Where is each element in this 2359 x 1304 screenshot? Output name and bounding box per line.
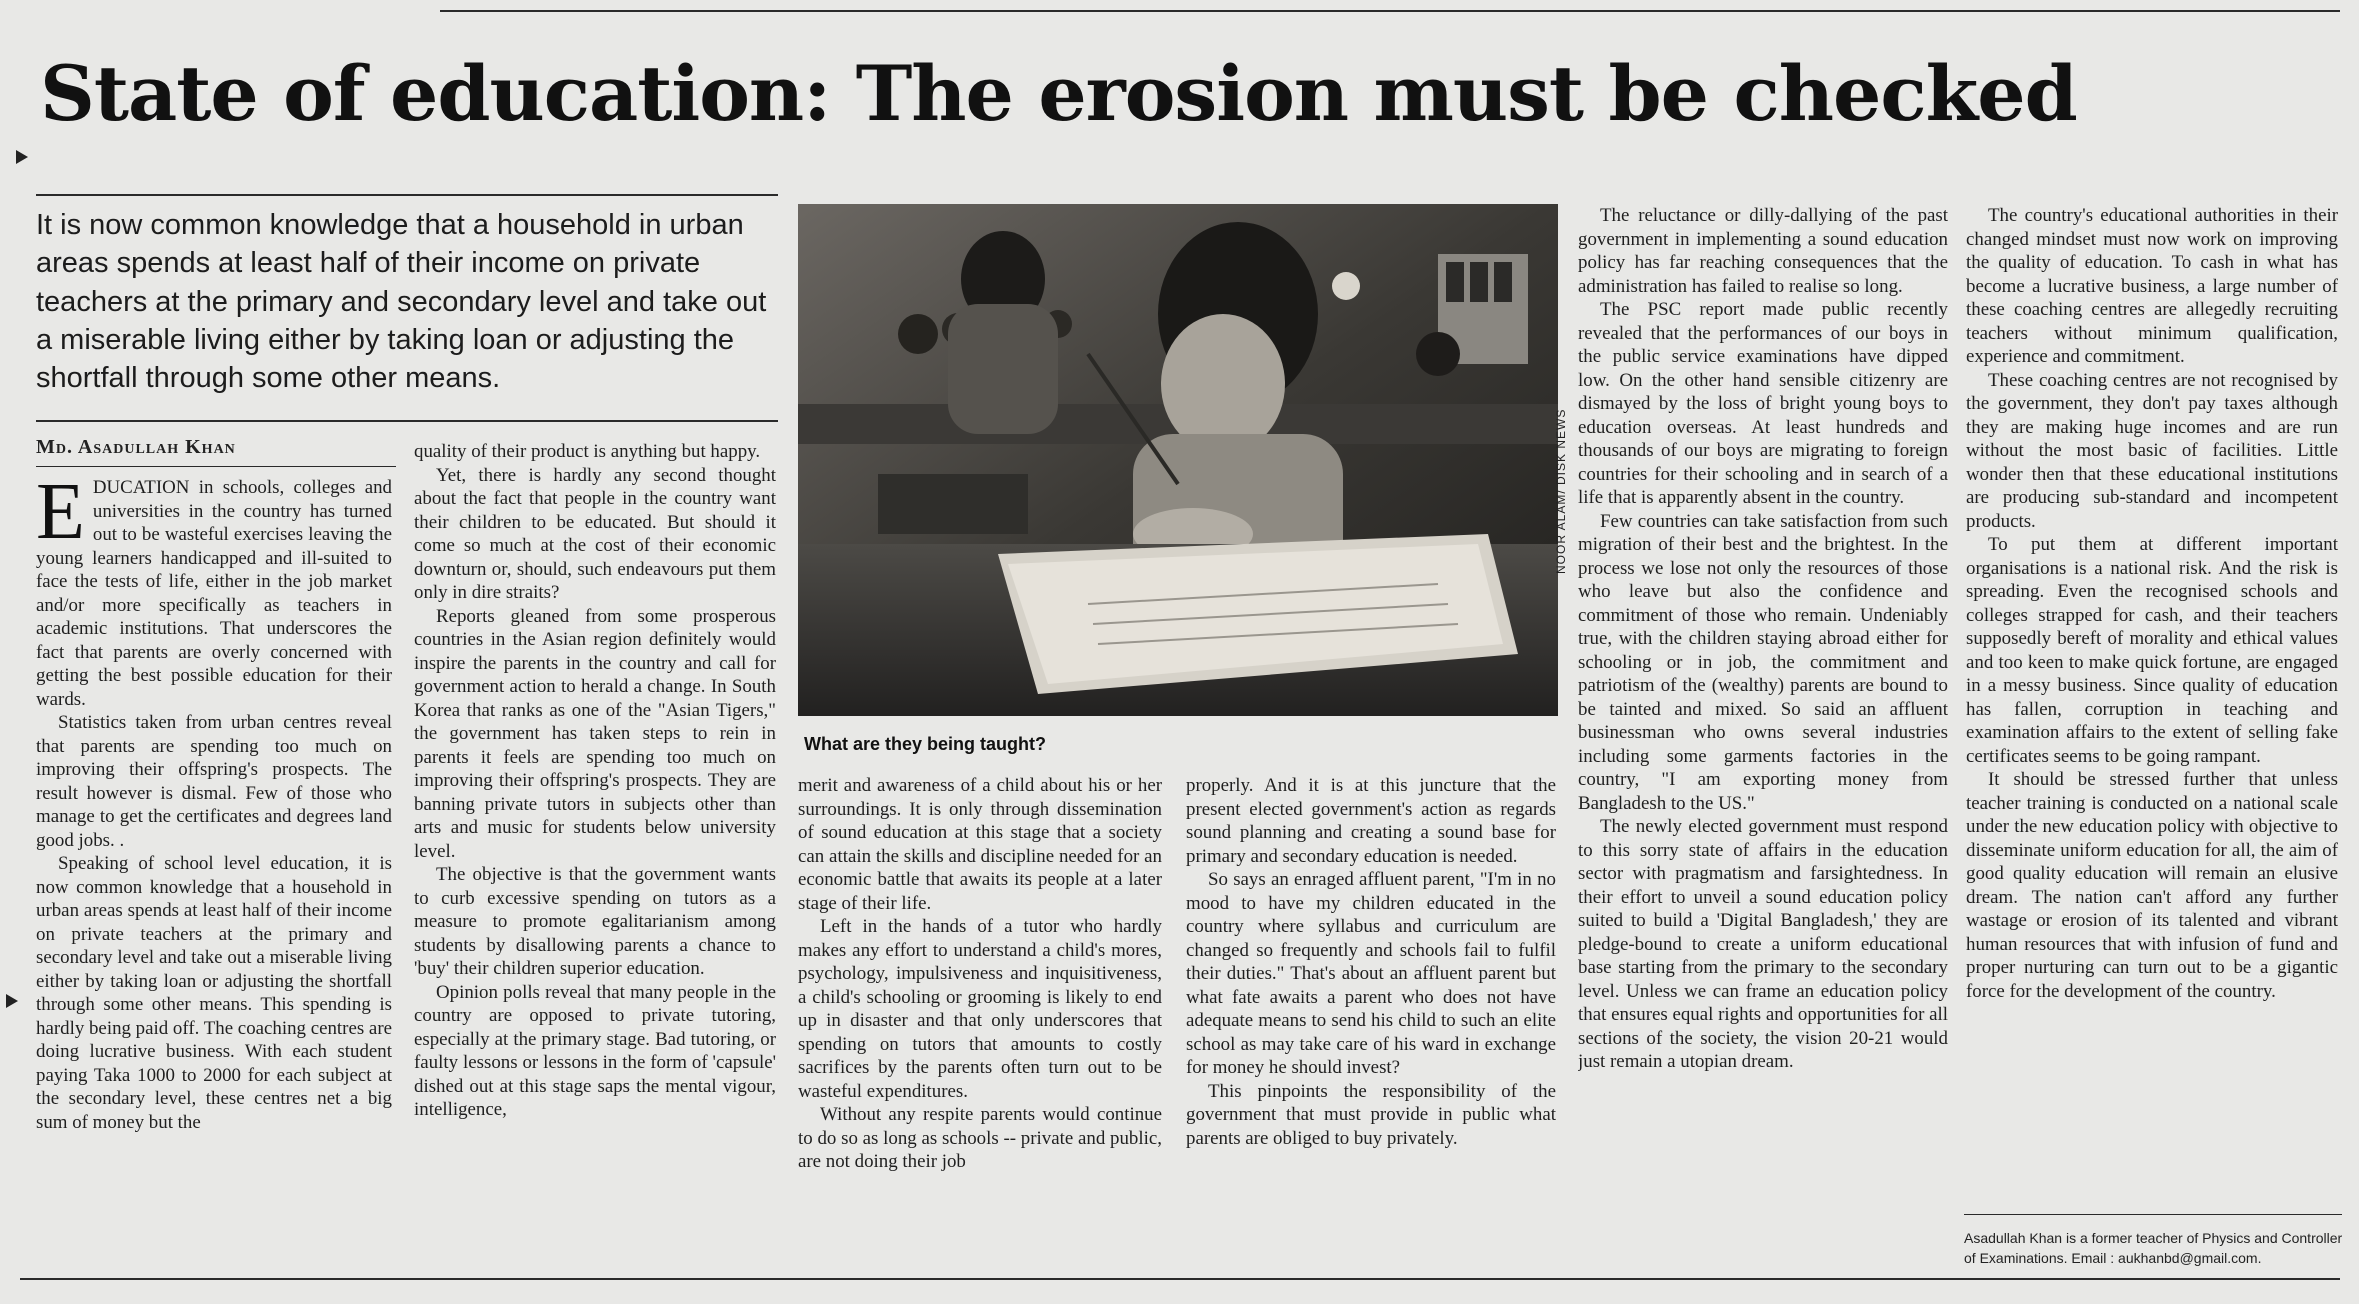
column-6-paragraph-2: These coaching centres are not recognised by the government, they don't pay taxes although they are making huge incomes and are run without the most basic of facilities. Little wonder then that these educational institutions are producing sub-standard and incompetent products. — [1966, 369, 2338, 532]
column-3-paragraph-2: Left in the hands of a tutor who hardly makes any effort to understand a child's mores, psychology, impulsiveness and inquisitiveness, a child's schooling or grooming is likely to end up in disaster and that only underscores that spending on tutors that amounts to costly sacrifices by the parents often turn out to be wasteful expenditures. — [798, 916, 1162, 1102]
photo-caption: What are they being taught? — [804, 734, 1047, 754]
column-6-paragraph-1: The country's educational authorities in their changed mindset must now work on improving the quality of education. To cash in what has become a lucrative business, a large number of these coaching centres are allegedly recruiting teachers without minimum qualification, experience and commitment. — [1966, 205, 2338, 367]
article-column-6 — [1966, 204, 2338, 1204]
byline-rule — [36, 466, 396, 467]
column-2-paragraph-4: The objective is that the government wants to curb excessive spending on tutors as a measure to promote egalitarianism among students by disallowing parents a chance to 'buy' their children superior education. — [414, 864, 776, 979]
author-bio: Asadullah Khan is a former teacher of Physics and Controller of Examinations. Email : aukhanbd@gmail.com. — [1964, 1230, 2343, 1266]
column-2-paragraph-3: Reports gleaned from some prosperous countries in the Asian region definitely would inspire the parents in the country and call for government action to herald a change. In South Korea that ranks as one of the "Asian Tigers," the government has taken steps to rein in parents it feels are spending too much on improving their offspring's prospects. They are banning private tutors in subjects other than arts and music for students below university level. — [414, 605, 776, 862]
top-page-rule — [440, 10, 2340, 12]
intro-top-rule — [36, 194, 778, 196]
column-2-paragraph-2: Yet, there is hardly any second thought about the fact that people in the country want their children to be educated. But should it come so much at the cost of their economic downturn or, should, such endeavours put them only in dire straits? — [414, 464, 776, 603]
column-4-paragraph-1: properly. And it is at this juncture that the present elected government's action as regards sound planning and creating a sound base for primary and secondary education is needed. — [1186, 775, 1556, 867]
column-1-paragraph-1-text: DUCATION in schools, colleges and universities in the country has turned out to be wasteful exercises leaving the young learners handicapped and ill-suited to face the tests of life, either in the job market and/or more specifically as teachers in academic institutions. That underscores the fact that parents are overly concerned with getting the best possible education for their wards. — [36, 477, 392, 710]
headline: State of education: The erosion must be checked — [40, 49, 2077, 138]
bio-rule — [1964, 1214, 2342, 1215]
column-1-paragraph-2: Statistics taken from urban centres reveal that parents are spending too much on improving their offspring's prospects. The result however is dismal. Few of those who manage to get the certificates and degrees land good jobs. . — [36, 712, 392, 851]
intro-bottom-rule — [36, 420, 778, 422]
article-column-3 — [798, 774, 1162, 1254]
margin-mark-middle — [6, 994, 18, 1008]
column-5-paragraph-1: The reluctance or dilly-dallying of the past government in implementing a sound education policy has far reaching consequences that the administration has failed to realise so long. — [1578, 205, 1948, 297]
column-5-paragraph-3: Few countries can take satisfaction from such migration of their best and the brightest. In the process we lose not only the resources of those who leave but also the confidence and commitment of those who remain. Undeniably true, with the children staying abroad either for schooling or in job, the commitment and patriotism of the (wealthy) parents are bound to be tainted and mixed. So said an affluent businessman who owns several industries including some garments factories in the country, "I am exporting money from Bangladesh to the US." — [1578, 510, 1948, 814]
column-4-paragraph-3: This pinpoints the responsibility of the government that must provide in public what parents are obliged to buy privately. — [1186, 1080, 1556, 1149]
article-column-5 — [1578, 204, 1948, 1264]
column-6-paragraph-3: To put them at different important organisations is a national risk. And the risk is spreading. Even the recognised schools and colleges strapped for cash, and their teachers supposedly bereft of morality and ethical values and too keen to make quick fortune, are engaged in a messy business. Since quality of education has fallen, corruption in teaching and examination affairs to the extent of selling fake certificates seems to be going rampant. — [1966, 534, 2338, 767]
article-column-4 — [1186, 774, 1556, 1254]
article-column-2 — [414, 440, 776, 1240]
column-3-paragraph-3: Without any respite parents would continue to do so as long as schools -- private and public, are not doing their job — [798, 1104, 1162, 1172]
classroom-photo — [798, 204, 1558, 716]
column-6-paragraph-4: It should be stressed further that unless teacher training is conducted on a national scale under the new education policy with objective to disseminate uniform education for all, the aim of good quality education will remain an elusive dream. The nation can't afford any further wastage or erosion of its talented and vibrant human resources that with infusion of fund and proper nurturing can turn out to be a gigantic force for the development of the country. — [1966, 769, 2338, 1002]
classroom-photo-image — [798, 204, 1558, 716]
dropcap-letter: E — [36, 476, 85, 556]
bottom-page-rule — [20, 1278, 2340, 1280]
column-5-paragraph-2: The PSC report made public recently revealed that the performances of our boys in the public service examinations have dipped low. On the other hand sensible citizenry are dismayed by the loss of bright young boys to education overseas. At least hundreds and thousands of our boys are migrating to foreign countries for their schooling and in search of a life that is apparently absent in the country. — [1578, 299, 1948, 508]
column-2-paragraph-1: quality of their product is anything but happy. — [414, 441, 761, 462]
column-4-paragraph-2: So says an enraged affluent parent, "I'm in no mood to have my children educated in the country where syllabus and curriculum are changed so frequently and schools fail to fulfil their duties." That's about an affluent parent but what fate awaits a parent who does not have adequate means to send his child to such an elite school as may take care of his ward in exchange for money he should invest? — [1186, 869, 1556, 1078]
column-1-paragraph-1 — [36, 476, 392, 711]
column-1-paragraph-3: Speaking of school level education, it is now common knowledge that a household in urban areas spends at least half of their income on private teachers at the primary and secondary level and take out a miserable living either by taking loan or adjusting the shortfall through some other means. This spending is hardly being paid off. The coaching centres are doing lucrative business. With each student paying Taka 1000 to 2000 for each subject at the secondary level, these centres net a big sum of money but the — [36, 853, 392, 1133]
column-5-paragraph-4: The newly elected government must respond to this sorry state of affairs in the education sector with pragmatism and farsightedness. In their effort to unveil a sound education policy suited to build a 'Digital Bangladesh,' they are pledge-bound to create a uniform educational base starting from the primary to the secondary level. Unless we can frame an education policy that ensures equal rights and opportunities for all sections of the society, the vision 20-21 would just remain a utopian dream. — [1578, 816, 1948, 1072]
photo-credit: NOOR ALAM/ DISK NEWS — [1554, 408, 1568, 574]
column-3-paragraph-1: merit and awareness of a child about his or her surroundings. It is only through dissemination of sound education at this stage that a society can attain the skills and discipline needed for an economic battle that awaits its people at a later stage of their life. — [798, 775, 1162, 914]
byline: Md. Asadullah Khan — [36, 436, 236, 458]
article-column-1 — [36, 476, 392, 1236]
column-2-paragraph-5: Opinion polls reveal that many people in the country are opposed to private tutoring, especially at the primary stage. Bad tutoring, or faulty lessons or lessons in the form of 'capsule' dished out at this stage saps the mental vigour, intelligence, — [414, 981, 776, 1120]
margin-mark-top — [16, 150, 28, 164]
intro-deck: It is now common knowledge that a household in urban areas spends at least half of their income on private teachers at the primary and secondary level and take out a miserable living either by taking loan or adjusting the shortfall through some other means. — [36, 209, 767, 395]
